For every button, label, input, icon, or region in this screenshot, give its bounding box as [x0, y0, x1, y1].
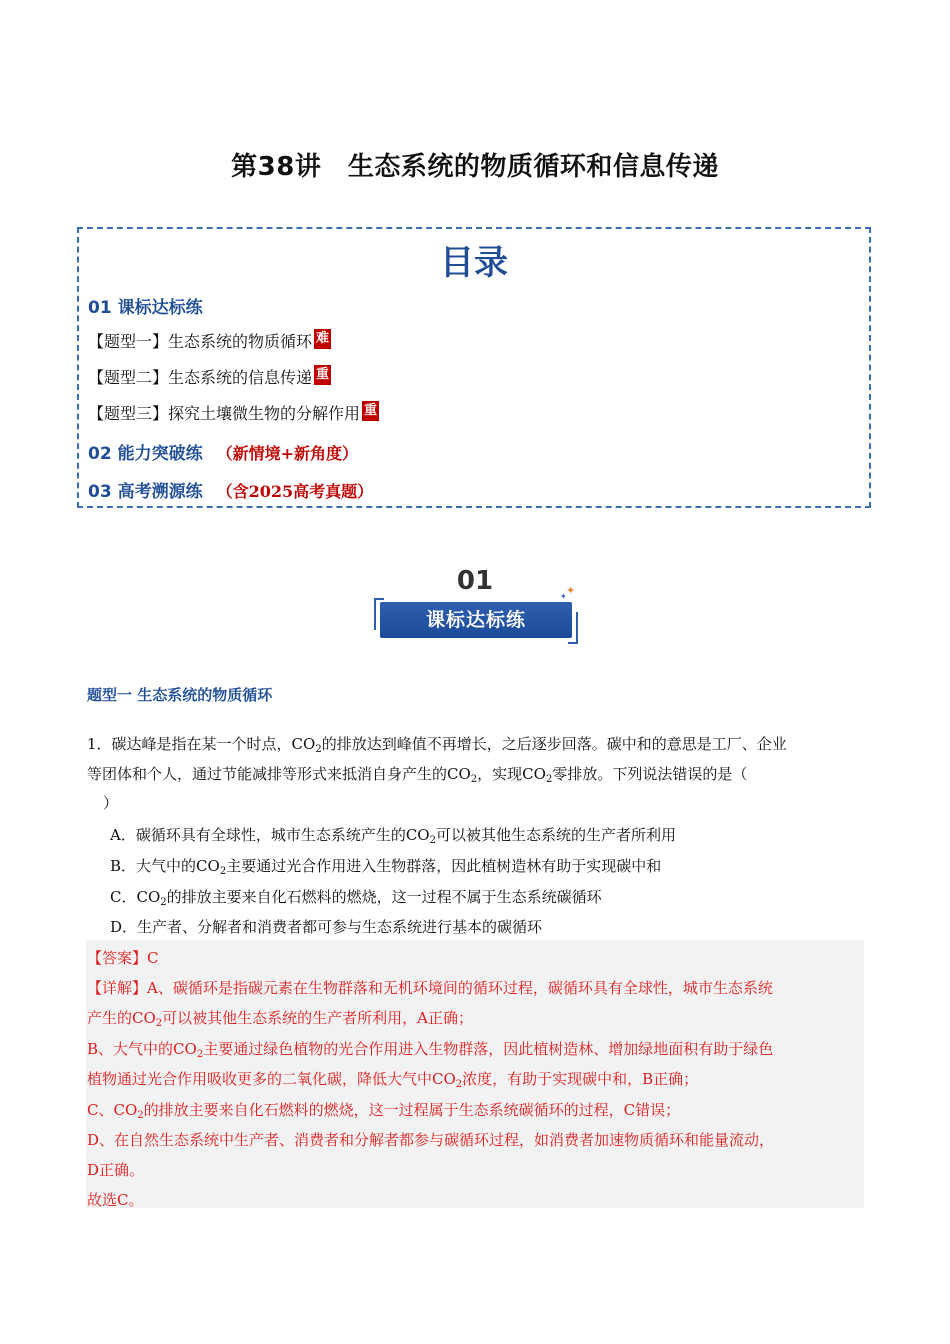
explanation-line: C、$CO_2$的排放主要来自化石燃料的燃烧，这一过程属于生态系统碳循环的过程，C错误；: [87, 1101, 681, 1121]
toc-item-1[interactable]: 【题型一】生态系统的物质循环 难: [88, 331, 330, 351]
question-text: 等团体和个人，通过节能减排等形式来抵消自身产生的$CO_2$，实现$CO_2$零排放。下列说法错误的是（: [87, 765, 748, 785]
toc-section-1[interactable]: 01 课标达标练: [88, 298, 203, 318]
question-text: 1．碳达峰是指在某一个时点，$CO_2$的排放达到峰值不再增长，之后逐步回落。碳中和的意思是工厂、企业: [87, 735, 787, 755]
toc-item-3[interactable]: 【题型三】探究土壤微生物的分解作用 重: [88, 403, 378, 423]
explanation-line: 产生的$CO_2$可以被其他生态系统的生产者所利用，A正确；: [87, 1009, 473, 1029]
option-b[interactable]: B．大气中的$CO_2$主要通过光合作用进入生物群落，因此植树造林有助于实现碳中和: [110, 857, 662, 877]
table-of-contents: [77, 227, 871, 508]
answer-line: 【答案】C: [87, 949, 159, 967]
option-d[interactable]: D．生产者、分解者和消费者都可参与生态系统进行基本的碳循环: [110, 918, 543, 936]
sparkle-icon: ✦: [566, 584, 576, 597]
page-title: 第38讲 生态系统的物质循环和信息传递: [231, 152, 719, 182]
badge-label: 课标达标练: [380, 602, 572, 638]
explanation-line: D正确。: [87, 1161, 145, 1179]
toc-section-3[interactable]: 03 高考溯源练 （含2025高考真题）: [88, 482, 374, 502]
toc-item-2[interactable]: 【题型二】生态系统的信息传递 重: [88, 367, 330, 387]
option-c[interactable]: C．$CO_2$的排放主要来自化石燃料的燃烧，这一过程不属于生态系统碳循环: [110, 888, 602, 908]
explanation-line: 【详解】A、碳循环是指碳元素在生物群落和无机环境间的循环过程，碳循环具有全球性，城市生态系统: [87, 979, 773, 997]
section-badge: [370, 566, 580, 646]
explanation-line: B、大气中的$CO_2$主要通过绿色植物的光合作用进入生物群落，因此植树造林、增加绿地面积有助于绿色: [87, 1040, 774, 1060]
option-a[interactable]: A．碳循环具有全球性，城市生态系统产生的$CO_2$可以被其他生态系统的生产者所利用: [110, 826, 676, 846]
question-paren: ）: [103, 794, 119, 812]
sparkle-icon: ✦: [560, 592, 567, 601]
toc-section-2[interactable]: 02 能力突破练 （新情境+新角度）: [88, 444, 358, 464]
toc-heading: 目录: [440, 243, 508, 283]
explanation-line: 植物通过光合作用吸收更多的二氧化碳，降低大气中$CO_2$浓度，有助于实现碳中和，B正确；: [87, 1070, 699, 1090]
explanation-line: D、在自然生态系统中生产者、消费者和分解者都参与碳循环过程，如消费者加速物质循环和能量流动，: [87, 1131, 775, 1149]
question-type-heading: 题型一 生态系统的物质循环: [87, 686, 273, 704]
difficulty-tag: 重: [314, 365, 331, 385]
difficulty-tag: 重: [362, 401, 379, 421]
badge-number: 01: [456, 566, 494, 596]
difficulty-tag: 难: [314, 329, 331, 349]
explanation-line: 故选C。: [87, 1191, 144, 1209]
